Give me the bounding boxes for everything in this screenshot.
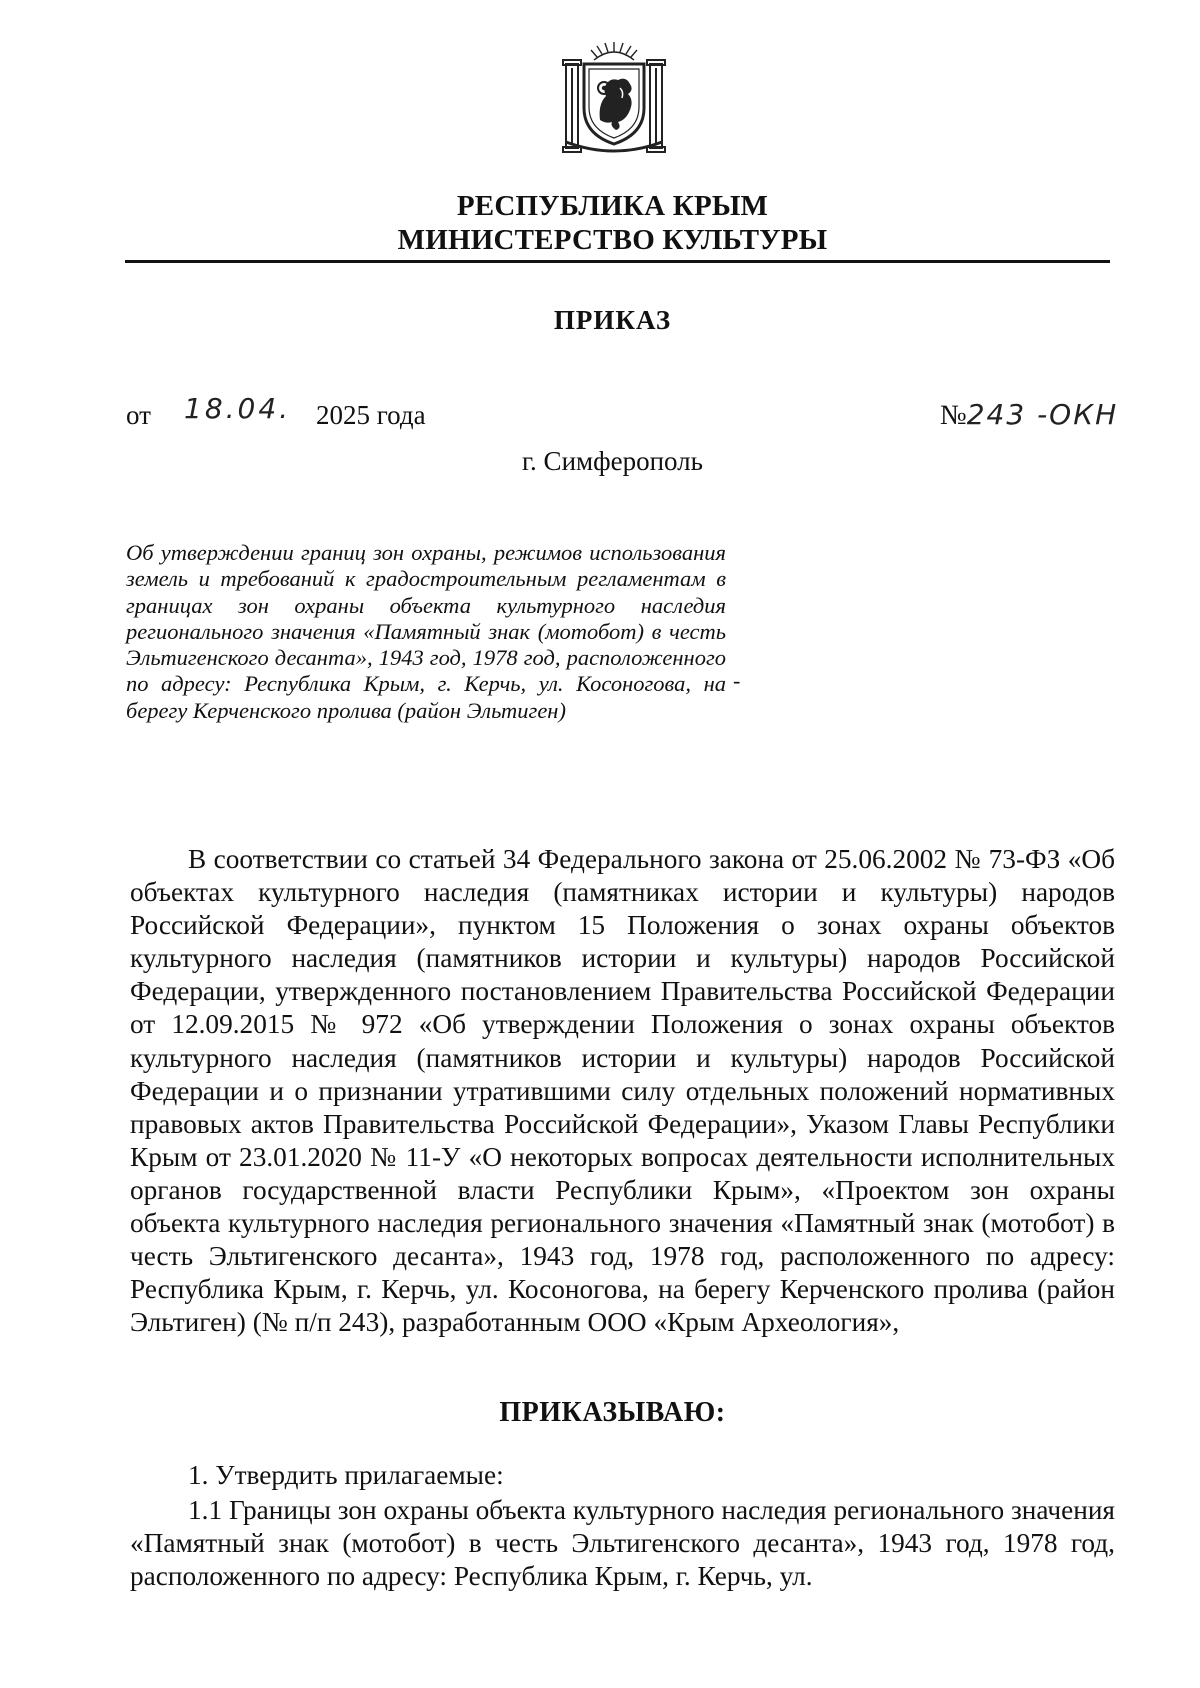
- header-republic: РЕСПУБЛИКА КРЫМ: [456, 190, 769, 222]
- crimea-coat-of-arms-icon: [560, 42, 668, 154]
- document-number: [940, 398, 1118, 432]
- order-word: ПРИКАЗЫВАЮ:: [499, 1397, 726, 1428]
- header-divider: [125, 260, 1110, 263]
- document-subject: Об утверждении границ зон охраны, режимов использования земель и требований к градостроительным регламентам в границах зон охраны объекта культурного наследия регионального значения «Памятный знак (мотобот) в честь Эльтигенского десанта», 1943 год, 1978 год, расположенного по адресу: Республика Крым, г. Керчь, ул. Косоногова, на берегу Керченского пролива (район Эльтиген): [126, 540, 726, 723]
- margin-mark: -: [733, 668, 741, 693]
- date-prefix: от: [126, 400, 151, 430]
- document-type: ПРИКАЗ: [553, 305, 672, 335]
- date-handwritten: 18.04.: [184, 392, 292, 425]
- item-1-1: 1.1 Границы зон охраны объекта культурного наследия регионального значения «Памятный знак (мотобот) в честь Эльтигенского десанта», 1943 год, 1978 год, расположенного по адресу: Республика Крым, г. Керчь, ул.: [130, 1495, 1115, 1592]
- number-handwritten: 243 -ОКН: [966, 398, 1119, 431]
- number-prefix: №: [940, 400, 967, 431]
- preamble-paragraph: В соответствии со статьей 34 Федерального закона от 25.06.2002 № 73-ФЗ «Об объектах культурного наследия (памятниках истории и культуры) народов Российской Федерации», пунктом 15 Положения о зонах охраны объектов культурного наследия (памятников истории и культуры) народов Российской Федерации, утвержденного постановлением Правительства Российской Федерации от 12.09.2015 № 972 «Об утверждении Положения о зонах охраны объектов культурного наследия (памятников истории и культуры) народов Российской Федерации и о признании утратившими силу отдельных положений нормативных правовых актов Правительства Российской Федерации», Указом Главы Республики Крым от 23.01.2020 № 11-У «О некоторых вопросах деятельности исполнительных органов государственной власти Республики Крым», «Проектом зон охраны объекта культурного наследия регионального значения «Памятный знак (мотобот) в честь Эльтигенского десанта», 1943 год, 1978 год, расположенного по адресу: Республика Крым, г. Керчь, ул. Косоногова, на берегу Керченского пролива (район Эльтиген) (№ п/п 243), разработанным ООО «Крым Археология»,: [130, 844, 1115, 1338]
- date-year: 2025 года: [316, 400, 426, 430]
- item-1: 1. Утвердить прилагаемые:: [188, 1460, 504, 1490]
- city: г. Симферополь: [522, 446, 703, 476]
- header-ministry: МИНИСТЕРСТВО КУЛЬТУРЫ: [397, 224, 828, 256]
